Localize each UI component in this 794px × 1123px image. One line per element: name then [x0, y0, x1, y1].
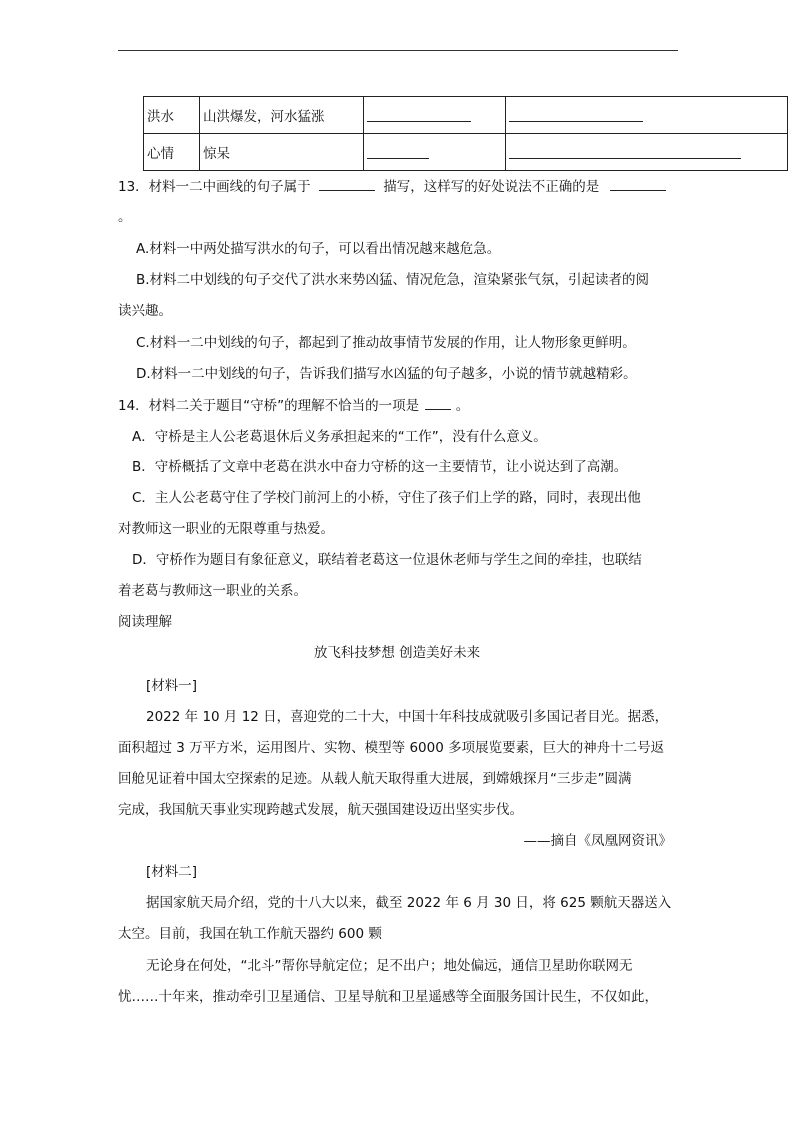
answer-blank[interactable]	[610, 176, 666, 191]
material-2-label: [材料二]	[146, 864, 198, 880]
material-1-label: [材料一]	[146, 678, 198, 694]
material-1-line: 2022 年 10 月 12 日，喜迎党的二十大，中国十年科技成就吸引多国记者目光。据悉，	[146, 709, 669, 725]
material-1-source: ——摘自《凤凰网资讯》	[523, 833, 672, 849]
blank-line	[367, 109, 471, 122]
table-cell-desc: 山洪爆发，河水猛涨	[200, 97, 364, 134]
q13-stem-end: 。	[118, 209, 132, 225]
q14-option-a: A．守桥是主人公老葛退休后义务承担起来的“工作”，没有什么意义。	[132, 429, 547, 445]
header-rule	[118, 50, 678, 51]
section-label: 阅读理解	[118, 614, 172, 630]
material-2-line: 忧……十年来，推动牵引卫星通信、卫星导航和卫星遥感等全面服务国计民生，不仅如此，	[118, 989, 658, 1005]
q13-option-a: A.材料一中两处描写洪水的句子，可以看出情况越来越危急。	[136, 241, 501, 257]
q13-stem-a: 13．材料一二中画线的句子属于	[118, 179, 311, 195]
q14-option-d-cont: 着老葛与教师这一职业的关系。	[118, 583, 307, 599]
q13-option-c: C.材料一二中划线的句子，都起到了推动故事情节发展的作用，让人物形象更鲜明。	[136, 335, 636, 351]
q13-option-b-cont: 读兴趣。	[118, 303, 172, 319]
material-2-line: 无论身在何处，“北斗”帮你导航定位；足不出户；地处偏远，通信卫星助你联网无	[146, 958, 633, 974]
q14-option-d: D．守桥作为题目有象征意义，联结着老葛这一位退休老师与学生之间的牵挂，也联结	[132, 552, 642, 568]
q14-stem-text: 14．材料二关于题目“守桥”的理解不恰当的一项是	[118, 398, 420, 414]
q14-option-c: C．主人公老葛守住了学校门前河上的小桥，守住了孩子们上学的路，同时，表现出他	[132, 490, 641, 506]
blank-line	[509, 146, 741, 159]
material-1-line: 完成，我国航天事业实现跨越式发展，航天强国建设迈出坚实步伐。	[118, 802, 523, 818]
table-cell-term: 心情	[144, 134, 200, 171]
q13-stem-b: 描写，这样写的好处说法不正确的是	[383, 179, 600, 195]
q14-stem	[118, 394, 469, 414]
material-1-line: 回舱见证着中国太空探索的足迹。从载人航天取得重大进展，到嫦娥探月“三步走”圆满	[118, 771, 632, 787]
answer-blank[interactable]	[319, 176, 375, 191]
table-cell-blank[interactable]	[506, 97, 788, 134]
blank-line	[509, 109, 643, 122]
vocab-table	[143, 96, 788, 171]
table-cell-desc: 惊呆	[200, 134, 364, 171]
q13-stem	[118, 175, 666, 195]
article-title: 放飞科技梦想 创造美好未来	[313, 645, 481, 661]
blank-line	[367, 146, 429, 159]
table-row	[144, 134, 788, 171]
q13-option-b: B.材料二中划线的句子交代了洪水来势凶猛、情况危急，渲染紧张气氛，引起读者的阅	[136, 272, 650, 288]
table-cell-blank[interactable]	[364, 97, 506, 134]
q14-option-b: B．守桥概括了文章中老葛在洪水中奋力守桥的这一主要情节，让小说达到了高潮。	[132, 459, 628, 475]
table-cell-blank[interactable]	[364, 134, 506, 171]
q14-stem-end: 。	[455, 398, 470, 414]
table-cell-blank[interactable]	[506, 134, 788, 171]
q14-option-c-cont: 对教师这一职业的无限尊重与热爱。	[118, 521, 334, 537]
q13-option-d: D.材料一二中划线的句子，告诉我们描写水凶猛的句子越多，小说的情节就越精彩。	[136, 366, 637, 382]
material-2-line: 据国家航天局介绍，党的十八大以来，截至 2022 年 6 月 30 日，将 625 颗航天器送入	[146, 895, 672, 911]
material-1-line: 面积超过 3 万平方米，运用图片、实物、模型等 6000 多项展览要素，巨大的神舟十二号返	[118, 740, 665, 756]
answer-blank[interactable]	[425, 395, 451, 410]
table-cell-term: 洪水	[144, 97, 200, 134]
material-2-line: 太空。目前，我国在轨工作航天器约 600 颗	[118, 926, 382, 942]
table-row	[144, 97, 788, 134]
